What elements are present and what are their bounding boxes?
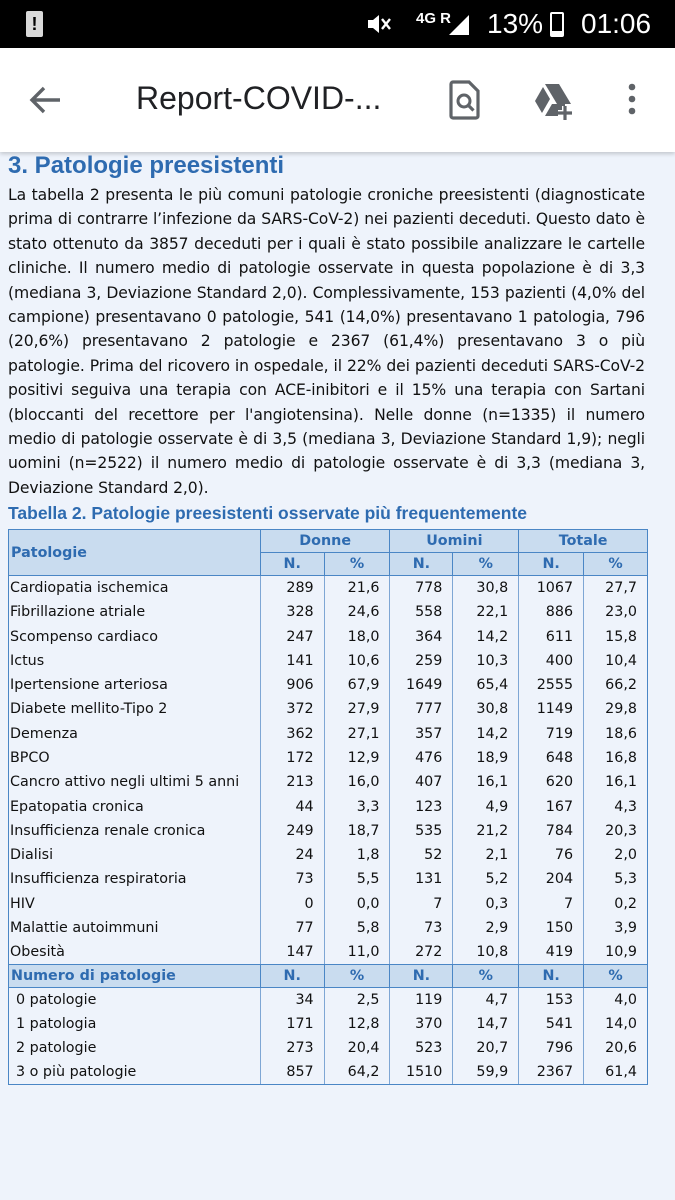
- row-value: 29,8: [584, 697, 648, 721]
- table-body: [9, 576, 648, 965]
- row-value: 272: [390, 940, 453, 964]
- subheader-pct: %: [584, 965, 648, 988]
- mute-icon: [366, 12, 392, 42]
- row-value: 76: [519, 843, 584, 867]
- back-arrow-icon[interactable]: [26, 80, 66, 120]
- row-value: 2367: [519, 1060, 584, 1084]
- row-label: Cancro attivo negli ultimi 5 anni: [9, 770, 261, 794]
- row-value: 18,6: [584, 722, 648, 746]
- signal-icon: [447, 14, 471, 36]
- row-value: 12,8: [324, 1012, 390, 1036]
- row-value: 611: [519, 624, 584, 648]
- clock: 01:06: [581, 8, 652, 39]
- row-value: 400: [519, 649, 584, 673]
- row-label: Ipertensione arteriosa: [9, 673, 261, 697]
- row-value: 476: [390, 746, 453, 770]
- row-value: 777: [390, 697, 453, 721]
- table-row: [9, 722, 648, 746]
- table-row: [9, 1012, 648, 1036]
- row-value: 370: [390, 1012, 453, 1036]
- more-options-icon[interactable]: [620, 78, 644, 122]
- row-value: 64,2: [324, 1060, 390, 1084]
- row-value: 273: [260, 1036, 324, 1060]
- row-value: 172: [260, 746, 324, 770]
- row-value: 67,9: [324, 673, 390, 697]
- header-pct: %: [584, 553, 648, 576]
- find-in-document-icon[interactable]: [445, 78, 485, 122]
- row-value: 10,4: [584, 649, 648, 673]
- document-title: Report-COVID-...: [136, 80, 382, 116]
- row-value: 558: [390, 600, 453, 624]
- row-value: 24: [260, 843, 324, 867]
- row-value: 16,1: [584, 770, 648, 794]
- network-type: 4G R: [416, 10, 452, 27]
- row-label: Cardiopatia ischemica: [9, 576, 261, 600]
- row-value: 27,1: [324, 722, 390, 746]
- table-row: [9, 794, 648, 818]
- row-label: Ictus: [9, 649, 261, 673]
- row-value: 0,0: [324, 892, 390, 916]
- patologie-table: [8, 529, 648, 1085]
- row-label: Demenza: [9, 722, 261, 746]
- table-row: [9, 1036, 648, 1060]
- row-label: 3 o più patologie: [9, 1060, 261, 1084]
- header-totale: Totale: [519, 530, 648, 553]
- battery-percent: 13%: [487, 8, 544, 39]
- row-label: Epatopatia cronica: [9, 794, 261, 818]
- row-value: 30,8: [453, 576, 519, 600]
- header-pct: %: [453, 553, 519, 576]
- row-value: 3,9: [584, 916, 648, 940]
- table-row: [9, 600, 648, 624]
- app-bar: [0, 48, 675, 152]
- header-n: N.: [519, 553, 584, 576]
- row-value: 4,3: [584, 794, 648, 818]
- row-value: 523: [390, 1036, 453, 1060]
- row-label: Obesità: [9, 940, 261, 964]
- row-value: 357: [390, 722, 453, 746]
- row-value: 141: [260, 649, 324, 673]
- row-value: 259: [390, 649, 453, 673]
- row-value: 247: [260, 624, 324, 648]
- row-value: 20,6: [584, 1036, 648, 1060]
- row-value: 886: [519, 600, 584, 624]
- battery-icon: [550, 12, 564, 37]
- row-value: 73: [260, 867, 324, 891]
- row-value: 61,4: [584, 1060, 648, 1084]
- table-row: [9, 916, 648, 940]
- row-value: 213: [260, 770, 324, 794]
- row-value: 0,2: [584, 892, 648, 916]
- row-value: 59,9: [453, 1060, 519, 1084]
- row-value: 328: [260, 600, 324, 624]
- row-value: 719: [519, 722, 584, 746]
- row-value: 541: [519, 1012, 584, 1036]
- row-value: 20,7: [453, 1036, 519, 1060]
- table-row: [9, 673, 648, 697]
- row-value: 4,9: [453, 794, 519, 818]
- subheader-pct: %: [324, 965, 390, 988]
- subheader-n: N.: [519, 965, 584, 988]
- table-caption: Tabella 2. Patologie preesistenti osservate più frequentemente: [8, 503, 528, 524]
- row-value: 52: [390, 843, 453, 867]
- row-value: 12,9: [324, 746, 390, 770]
- row-value: 5,5: [324, 867, 390, 891]
- row-label: Scompenso cardiaco: [9, 624, 261, 648]
- row-value: 14,0: [584, 1012, 648, 1036]
- row-value: 44: [260, 794, 324, 818]
- row-value: 14,7: [453, 1012, 519, 1036]
- row-value: 150: [519, 916, 584, 940]
- row-value: 535: [390, 819, 453, 843]
- table-row: [9, 697, 648, 721]
- row-label: Dialisi: [9, 843, 261, 867]
- row-value: 171: [260, 1012, 324, 1036]
- row-value: 34: [260, 988, 324, 1012]
- row-value: 10,6: [324, 649, 390, 673]
- row-value: 21,6: [324, 576, 390, 600]
- table-row: [9, 867, 648, 891]
- row-value: 906: [260, 673, 324, 697]
- section-heading: 3. Patologie preesistenti: [8, 152, 285, 179]
- row-value: 1510: [390, 1060, 453, 1084]
- row-value: 14,2: [453, 624, 519, 648]
- header-n: N.: [390, 553, 453, 576]
- row-label: HIV: [9, 892, 261, 916]
- row-value: 2555: [519, 673, 584, 697]
- row-value: 648: [519, 746, 584, 770]
- subheader-pct: %: [453, 965, 519, 988]
- table-row: [9, 940, 648, 964]
- row-value: 2,5: [324, 988, 390, 1012]
- table-row: [9, 892, 648, 916]
- row-value: 7: [390, 892, 453, 916]
- row-value: 2,1: [453, 843, 519, 867]
- subheader-n: N.: [390, 965, 453, 988]
- row-label: 1 patologia: [9, 1012, 261, 1036]
- row-value: 11,0: [324, 940, 390, 964]
- row-value: 22,1: [453, 600, 519, 624]
- row-value: 65,4: [453, 673, 519, 697]
- row-value: 204: [519, 867, 584, 891]
- row-value: 24,6: [324, 600, 390, 624]
- row-value: 5,8: [324, 916, 390, 940]
- row-value: 407: [390, 770, 453, 794]
- row-value: 372: [260, 697, 324, 721]
- row-value: 10,3: [453, 649, 519, 673]
- row-label: Insufficienza respiratoria: [9, 867, 261, 891]
- row-label: 0 patologie: [9, 988, 261, 1012]
- table-row: [9, 1060, 648, 1084]
- row-value: 18,7: [324, 819, 390, 843]
- table-row: [9, 624, 648, 648]
- row-value: 249: [260, 819, 324, 843]
- row-value: 16,8: [584, 746, 648, 770]
- row-value: 23,0: [584, 600, 648, 624]
- row-label: Diabete mellito-Tipo 2: [9, 697, 261, 721]
- row-value: 167: [519, 794, 584, 818]
- header-n: N.: [260, 553, 324, 576]
- row-value: 289: [260, 576, 324, 600]
- row-value: 2,0: [584, 843, 648, 867]
- row-value: 7: [519, 892, 584, 916]
- row-value: 1149: [519, 697, 584, 721]
- row-value: 147: [260, 940, 324, 964]
- row-value: 2,9: [453, 916, 519, 940]
- row-value: 4,0: [584, 988, 648, 1012]
- row-value: 131: [390, 867, 453, 891]
- row-value: 5,3: [584, 867, 648, 891]
- row-label: Insufficienza renale cronica: [9, 819, 261, 843]
- row-value: 784: [519, 819, 584, 843]
- row-value: 364: [390, 624, 453, 648]
- row-label: Malattie autoimmuni: [9, 916, 261, 940]
- row-value: 73: [390, 916, 453, 940]
- row-value: 119: [390, 988, 453, 1012]
- row-value: 362: [260, 722, 324, 746]
- row-value: 4,7: [453, 988, 519, 1012]
- row-value: 0,3: [453, 892, 519, 916]
- row-value: 10,8: [453, 940, 519, 964]
- row-value: 66,2: [584, 673, 648, 697]
- notification-alert-icon: !: [26, 11, 43, 37]
- row-value: 27,9: [324, 697, 390, 721]
- row-value: 419: [519, 940, 584, 964]
- section-paragraph: La tabella 2 presenta le più comuni patologie croniche preesistenti (diagnosticate prima di contrarre l’infezione da SARS-CoV-2) nei pazienti deceduti. Questo dato è stato ottenuto da 3857 deceduti per i quali è stato possibile analizzare le cartelle cliniche. Il numero medio di patologie osservate in questa popolazione è di 3,3 (mediana 3, Deviazione Standard 2,0). Complessivamente, 153 pazienti (4,0% del campione) presentavano 0 patologie, 541 (14,0%) presentavano 1 patologia, 796 (20,6%) presentavano 2 patologie e 2367 (61,4%) presentavano 3 o più patologie. Prima del ricovero in ospedale, il 22% dei pazienti deceduti SARS-CoV-2 positivi seguiva una terapia con ACE-inibitori e il 15% una terapia con Sartani (bloccanti del recettore per l'angiotensina). Nelle donne (n=1335) il numero medio di patologie osservate è di 3,5 (mediana 3, Deviazione Standard 1,9); negli uomini (n=2522) il numero medio di patologie osservate è di 3,3 (mediana 3, Deviazione Standard 2,0).: [8, 186, 645, 497]
- row-value: 123: [390, 794, 453, 818]
- row-value: 30,8: [453, 697, 519, 721]
- pdf-page[interactable]: [0, 152, 675, 1200]
- table-row: [9, 843, 648, 867]
- row-label: 2 patologie: [9, 1036, 261, 1060]
- add-to-drive-icon[interactable]: [531, 78, 579, 122]
- row-value: 5,2: [453, 867, 519, 891]
- row-value: 16,1: [453, 770, 519, 794]
- row-value: 21,2: [453, 819, 519, 843]
- row-value: 18,9: [453, 746, 519, 770]
- row-value: 0: [260, 892, 324, 916]
- header-pct: %: [324, 553, 390, 576]
- row-value: 20,4: [324, 1036, 390, 1060]
- table-group-body: [9, 988, 648, 1085]
- header-donne: Donne: [260, 530, 390, 553]
- row-label: Fibrillazione atriale: [9, 600, 261, 624]
- row-value: 620: [519, 770, 584, 794]
- row-value: 14,2: [453, 722, 519, 746]
- row-value: 153: [519, 988, 584, 1012]
- header-uomini: Uomini: [390, 530, 519, 553]
- row-value: 1649: [390, 673, 453, 697]
- row-value: 3,3: [324, 794, 390, 818]
- row-value: 27,7: [584, 576, 648, 600]
- row-value: 857: [260, 1060, 324, 1084]
- row-value: 1067: [519, 576, 584, 600]
- row-value: 18,0: [324, 624, 390, 648]
- table-row: [9, 649, 648, 673]
- header-patologie: Patologie: [9, 530, 261, 576]
- row-label: BPCO: [9, 746, 261, 770]
- table-row: [9, 988, 648, 1012]
- table-row: [9, 770, 648, 794]
- table-row: [9, 576, 648, 600]
- subheader-numero-patologie: Numero di patologie: [9, 965, 261, 988]
- row-value: 16,0: [324, 770, 390, 794]
- table-row: [9, 819, 648, 843]
- row-value: 10,9: [584, 940, 648, 964]
- subheader-n: N.: [260, 965, 324, 988]
- row-value: 778: [390, 576, 453, 600]
- row-value: 15,8: [584, 624, 648, 648]
- row-value: 20,3: [584, 819, 648, 843]
- row-value: 796: [519, 1036, 584, 1060]
- table-row: [9, 746, 648, 770]
- row-value: 1,8: [324, 843, 390, 867]
- row-value: 77: [260, 916, 324, 940]
- status-bar: [0, 0, 675, 48]
